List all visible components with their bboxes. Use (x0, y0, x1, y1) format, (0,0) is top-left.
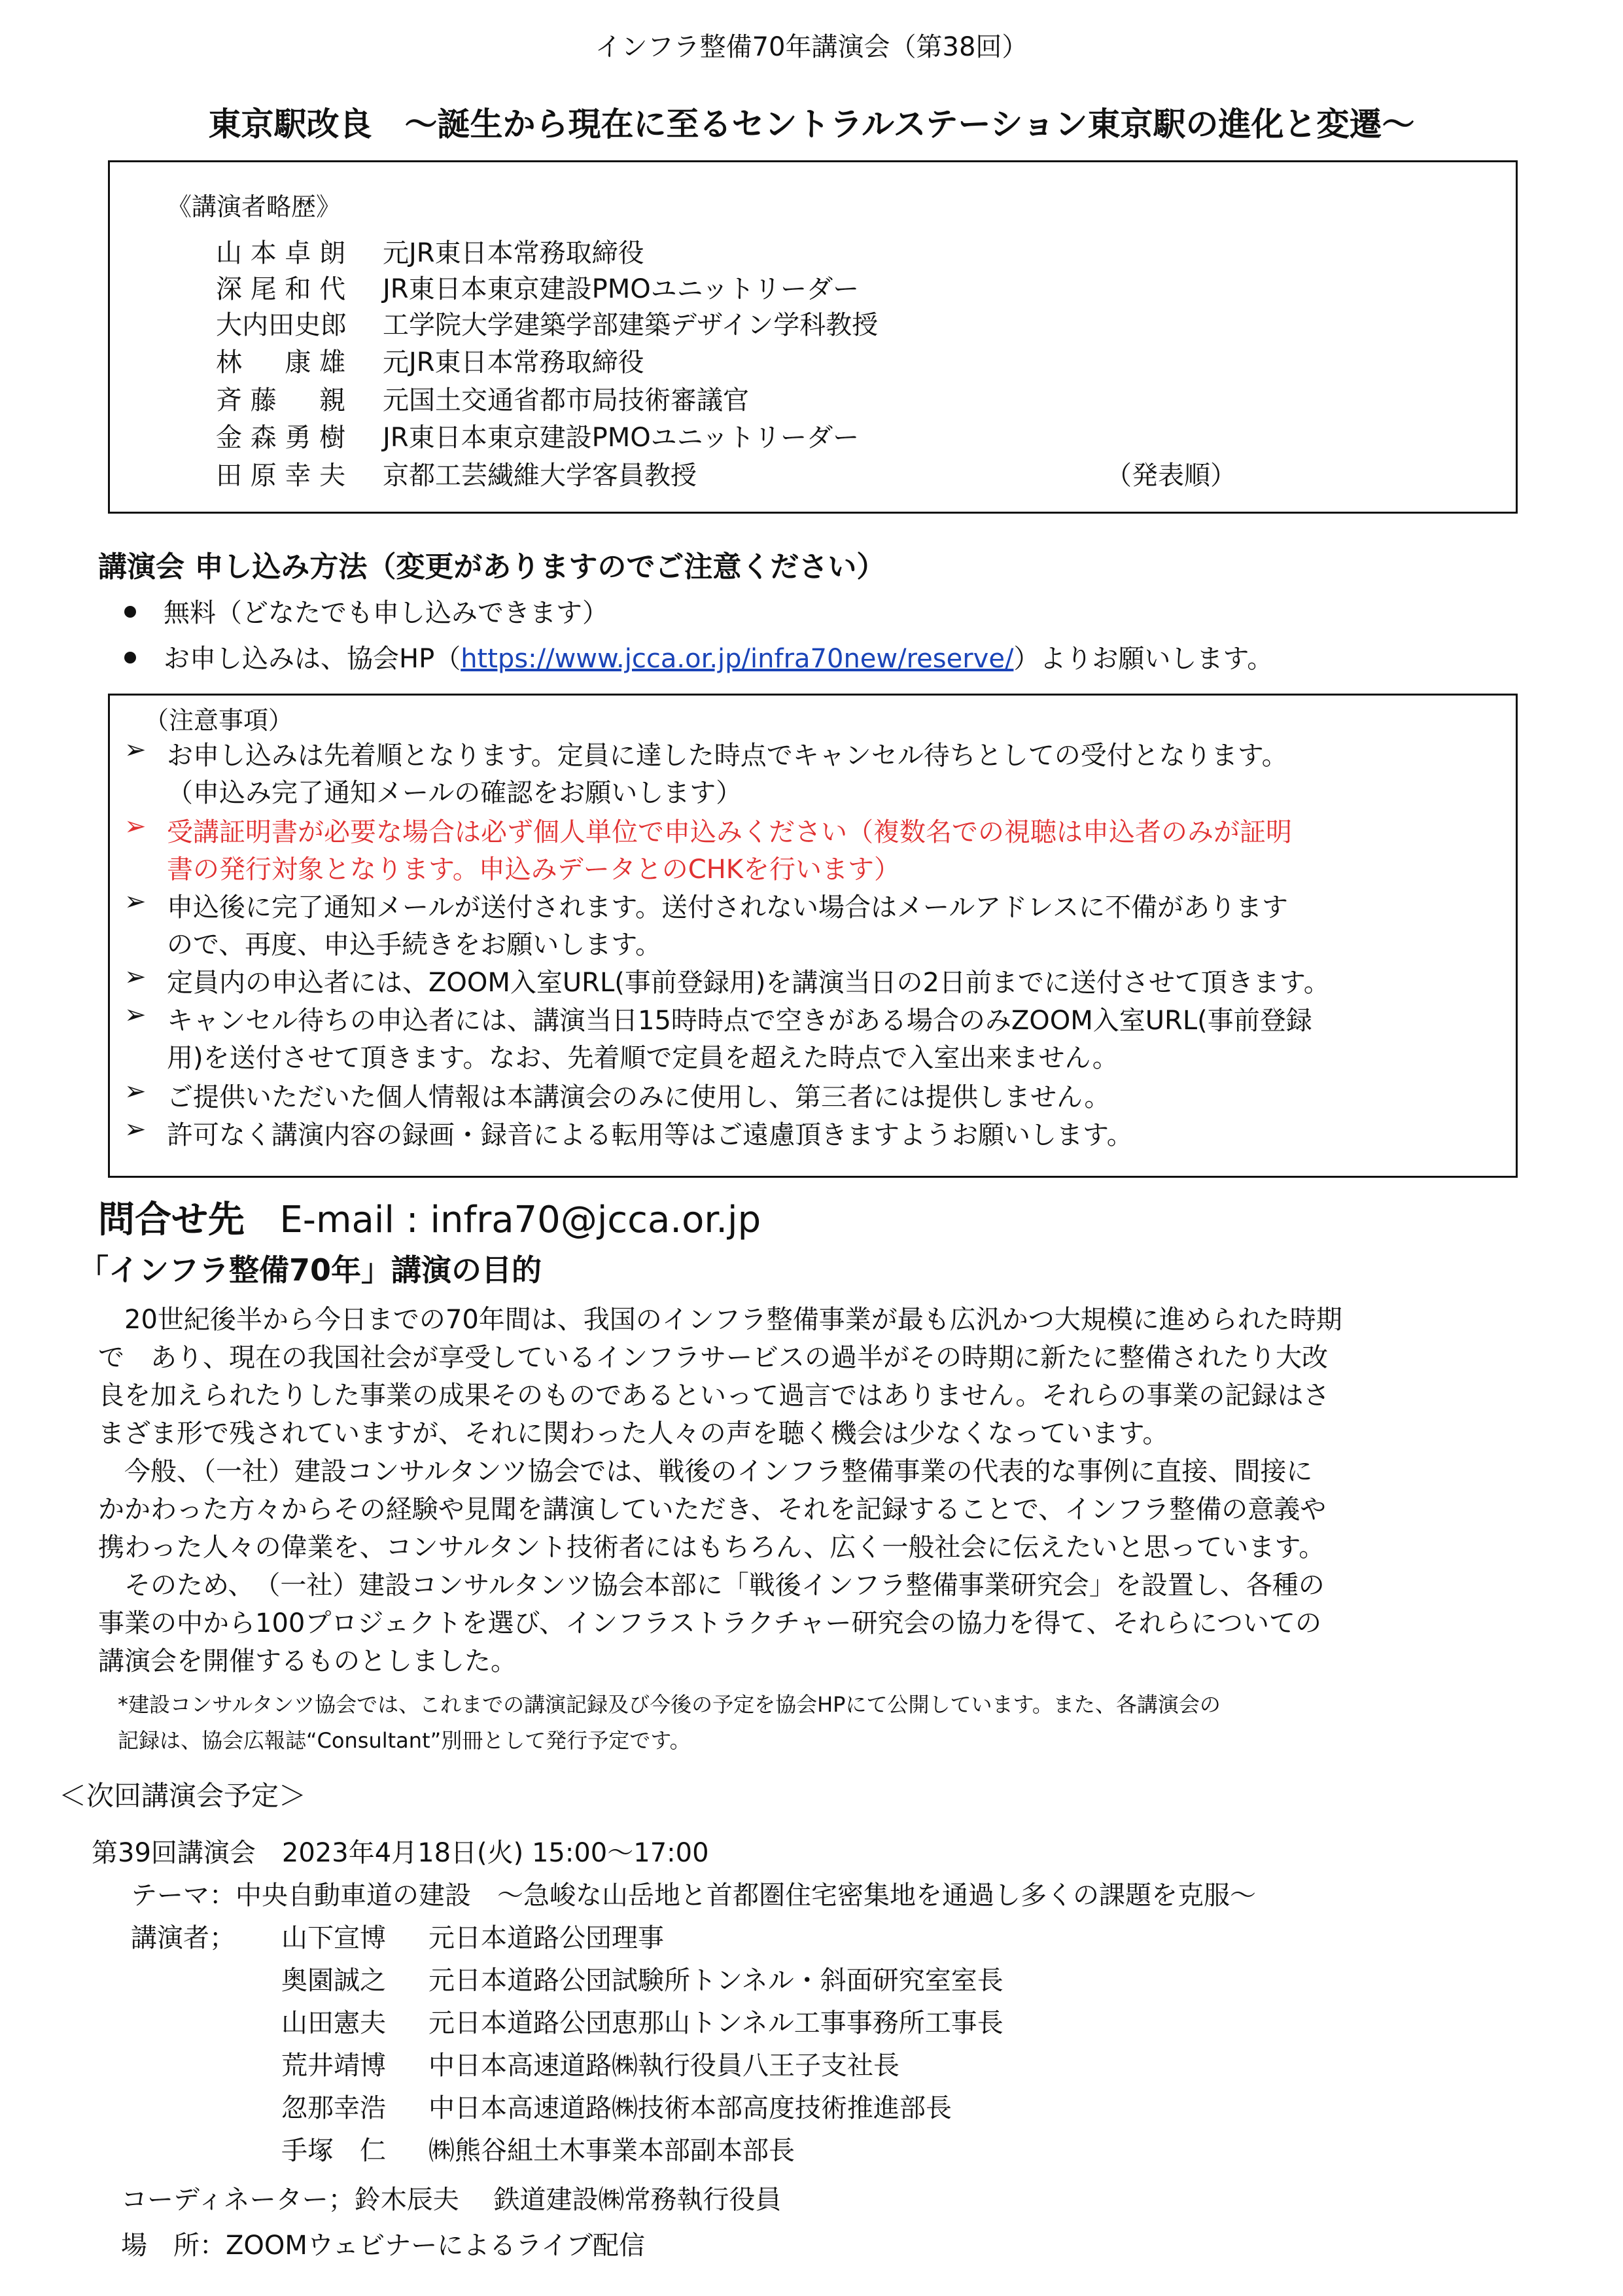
arrow-bullet-icon: ➢ (124, 887, 147, 917)
hp-text-before: お申し込みは、協会HP（ (164, 644, 461, 674)
next-session: 第39回講演会 2023年4月18日(火) 15:00～17:00 (92, 1838, 709, 1868)
purpose-line: 講演会を開催するものとしました。 (98, 1646, 517, 1676)
note-line: 定員内の申込者には、ZOOM入室URL(事前登録用)を講演当日の2日前までに送付させて頂きます。 (167, 968, 1330, 998)
next-speaker-role: ㈱熊谷組土木事業本部副本部長 (428, 2136, 795, 2166)
next-speaker-role: 元日本道路公団試験所トンネル・斜面研究室室長 (428, 1966, 1003, 1996)
next-speakers-label: 講演者； (131, 1923, 236, 1953)
next-speaker-name: 奥園誠之 (281, 1966, 386, 1996)
note-line: お申し込みは先着順となります。定員に達した時点でキャンセル待ちとしての受付となります。 (167, 741, 1288, 771)
next-coordinator: コーディネーター；鈴木辰夫 鉄道建設㈱常務執行役員 (121, 2185, 782, 2215)
purpose-footnote: 記録は、協会広報誌“Consultant”別冊として発行予定です。 (118, 1728, 691, 1753)
presentation-order-note: （発表順） (1106, 461, 1236, 491)
bio-speaker-role: 元国土交通省都市局技術審議官 (383, 385, 749, 415)
note-line: 許可なく講演内容の録画・録音による転用等はご遠慮頂きますようお願いします。 (167, 1120, 1133, 1150)
note-line: （申込み完了通知メールの確認をお願いします） (167, 778, 742, 808)
contact-label: 問合せ先 (98, 1199, 245, 1241)
next-speaker-name: 山下宣博 (281, 1923, 386, 1953)
bio-speaker-role: JR東日本東京建設PMOユニットリーダー (383, 274, 860, 304)
bullet-dot-icon (124, 652, 136, 663)
bio-speaker-name: 斉 藤 親 (216, 385, 346, 415)
note-line: 申込後に完了通知メールが送付されます。送付されない場合はメールアドレスに不備があります (167, 892, 1288, 923)
purpose-line: かかわった方々からその経験や見聞を講演していただき、それを記録することで、インフラ整備の意義や (98, 1494, 1327, 1525)
page-title: 東京駅改良 ～誕生から現在に至るセントラルステーション東京駅の進化と変遷～ (208, 105, 1415, 143)
bullet-free-text: 無料（どなたでも申し込みできます） (164, 598, 608, 628)
next-speaker-name: 山田憲夫 (281, 2008, 386, 2038)
note-line: ご提供いただいた個人情報は本講演会のみに使用し、第三者には提供しません。 (167, 1082, 1111, 1112)
next-speaker-name: 荒井靖博 (281, 2051, 386, 2081)
purpose-line: 携わった人々の偉業を、コンサルタント技術者にはもちろん、広く一般社会に伝えたいと思っています。 (98, 1532, 1325, 1563)
bio-speaker-name: 田 原 幸 夫 (216, 461, 346, 491)
bio-speaker-role: 元JR東日本常務取締役 (383, 238, 644, 268)
hp-text-after: ）よりお願いします。 (1013, 644, 1274, 674)
bio-speaker-role: 元JR東日本常務取締役 (383, 347, 644, 378)
note-line: ので、再度、申込手続きをお願いします。 (167, 930, 661, 960)
bullet-hp (124, 638, 1273, 675)
contact-email[interactable]: E-mail : infra70@jcca.or.jp (279, 1199, 761, 1241)
purpose-line: 20世紀後半から今日までの70年間は、我国のインフラ整備事業が最も広汎かつ大規模に進められた時期 (98, 1305, 1342, 1335)
next-speaker-role: 元日本道路公団理事 (428, 1923, 664, 1953)
arrow-bullet-icon: ➢ (124, 735, 147, 765)
purpose-heading: 「インフラ整備70年」講演の目的 (79, 1252, 542, 1288)
reserve-link[interactable]: https://www.jcca.or.jp/infra70new/reserve/ (461, 644, 1014, 674)
next-speaker-role: 元日本道路公団恵那山トンネル工事事務所工事長 (428, 2008, 1003, 2038)
bio-heading: 《講演者略歴》 (167, 192, 341, 221)
note-line: 受講証明書が必要な場合は必ず個人単位で申込みください（複数名での視聴は申込者のみが証明 (167, 817, 1292, 847)
arrow-bullet-icon: ➢ (124, 962, 147, 992)
bio-speaker-name: 深 尾 和 代 (216, 274, 346, 304)
purpose-line: まざま形で残されていますが、それに関わった人々の声を聴く機会は少なくなっています。 (98, 1419, 1169, 1449)
purpose-line: 今般、（一社）建設コンサルタンツ協会では、戦後のインフラ整備事業の代表的な事例に直接、間接に (98, 1457, 1313, 1487)
notes-title: （注意事項） (144, 706, 294, 735)
next-venue: 場 所：ZOOMウェビナーによるライブ配信 (121, 2231, 645, 2261)
bio-speaker-role: JR東日本東京建設PMOユニットリーダー (383, 423, 860, 453)
note-line: 用)を送付させて頂きます。なお、先着順で定員を超えた時点で入室出来ません。 (167, 1043, 1119, 1073)
bullet-free (124, 592, 608, 629)
next-speaker-name: 忽那幸浩 (281, 2093, 386, 2123)
arrow-bullet-icon: ➢ (124, 1000, 147, 1030)
arrow-bullet-icon: ➢ (124, 1114, 147, 1144)
bio-speaker-name: 山 本 卓 朗 (216, 238, 346, 268)
purpose-line: そのため、 （一社）建設コンサルタンツ協会本部に「戦後インフラ整備事業研究会」を設置し、各種の (98, 1570, 1325, 1600)
next-speaker-name: 手塚 仁 (281, 2136, 386, 2166)
bio-speaker-name: 大内田史郎 (216, 310, 347, 340)
purpose-line: 事業の中から100プロジェクトを選び、インフラストラクチャー研究会の協力を得て、それらについての (98, 1608, 1321, 1638)
next-speaker-role: 中日本高速道路㈱技術本部高度技術推進部長 (428, 2093, 952, 2123)
purpose-line: で あり、現在の我国社会が享受しているインフラサービスの過半がその時期に新たに整備されたり大改 (98, 1343, 1328, 1373)
bullet-dot-icon (124, 606, 136, 618)
arrow-bullet-icon: ➢ (124, 811, 147, 841)
purpose-footnote: *建設コンサルタンツ協会では、これまでの講演記録及び今後の予定を協会HPにて公開しています。また、各講演会の (118, 1692, 1221, 1717)
purpose-line: 良を加えられたりした事業の成果そのものであるといって過言ではありません。それらの事業の記録はさ (98, 1381, 1330, 1411)
note-line: 書の発行対象となります。申込みデータとのCHKを行います） (167, 855, 901, 885)
bio-speaker-name: 林 康 雄 (216, 347, 346, 378)
bio-speaker-role: 工学院大学建築学部建築デザイン学科教授 (383, 310, 879, 340)
next-speaker-role: 中日本高速道路㈱執行役員八王子支社長 (428, 2051, 899, 2081)
bio-speaker-name: 金 森 勇 樹 (216, 423, 346, 453)
bio-speaker-role: 京都工芸繊維大学客員教授 (383, 461, 697, 491)
contact (98, 1191, 761, 1243)
next-heading: ＜次回講演会予定＞ (59, 1780, 307, 1812)
apply-heading: 講演会 申し込み方法（変更がありますのでご注意ください） (98, 550, 886, 584)
event-header: インフラ整備70年講演会（第38回） (595, 32, 1028, 62)
arrow-bullet-icon: ➢ (124, 1076, 147, 1106)
note-line: キャンセル待ちの申込者には、講演当日15時時点で空きがある場合のみZOOM入室URL(事前登録 (167, 1006, 1312, 1036)
next-theme: テーマ：中央自動車道の建設 ～急峻な山岳地と首都圏住宅密集地を通過し多くの課題を克服～ (131, 1881, 1256, 1911)
